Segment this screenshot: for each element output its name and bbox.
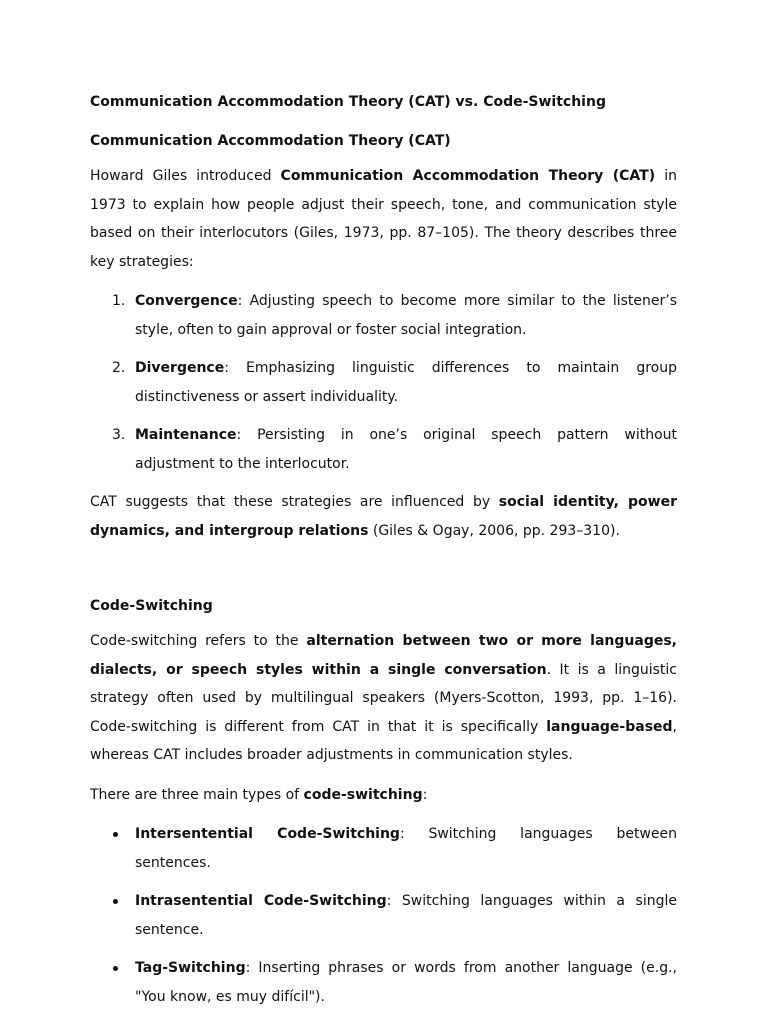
strategy-term: Convergence <box>135 293 238 309</box>
type-description: : Switching languages within a single sentence. <box>135 893 677 938</box>
list-number: 1. <box>112 293 126 309</box>
cs-definition-paragraph <box>90 627 677 770</box>
cs-types-intro-bold: code-switching <box>303 786 423 803</box>
type-description: : Switching languages between sentences. <box>135 826 677 871</box>
strategy-description: : Emphasizing linguistic differences to maintain group distinctiveness or assert individuality. <box>135 360 677 405</box>
list-number: 3. <box>112 427 126 443</box>
list-item <box>90 887 677 944</box>
document-page <box>90 91 677 1021</box>
bullet-icon <box>113 966 118 971</box>
cs-definition-bold: alternation between two or more languages, dialects, or speech styles within a single conversation <box>90 633 677 678</box>
cs-types-intro <box>90 781 677 810</box>
strategies-list <box>90 287 677 478</box>
cat-intro-text-end: in 1973 to explain how people adjust their speech, tone, and communication style based on their interlocutors (Giles, 1973, pp. 87–105). The theory describes three key strategies: <box>90 168 677 270</box>
cat-summary-bold: social identity, power dynamics, and intergroup relations <box>90 494 678 539</box>
cat-summary-text: CAT suggests that these strategies are influenced by <box>90 494 499 510</box>
cat-summary-text-end: (Giles & Ogay, 2006, pp. 293–310). <box>368 522 620 539</box>
cs-types-intro-end: : <box>422 786 428 803</box>
list-item <box>90 287 677 344</box>
list-number: 2. <box>112 360 126 376</box>
cat-intro-paragraph <box>90 162 677 276</box>
cs-definition-text: Code-switching refers to the <box>90 633 307 649</box>
cs-types-intro-text: There are three main types of <box>90 786 304 803</box>
cs-definition-text-end: , whereas CAT includes broader adjustments in communication styles. <box>90 718 677 763</box>
list-item <box>90 354 677 411</box>
bullet-icon <box>113 832 118 837</box>
type-description: : Inserting phrases or words from another language (e.g., "You know, es muy difícil"). <box>135 960 677 1005</box>
cat-intro-text: Howard Giles introduced <box>90 168 281 184</box>
strategy-term: Maintenance <box>135 427 237 443</box>
document-title: Communication Accommodation Theory (CAT) vs. Code-Switching <box>90 94 606 110</box>
bullet-icon <box>113 899 118 904</box>
cat-summary-paragraph <box>90 488 677 545</box>
type-term: Tag-Switching <box>135 960 246 976</box>
cs-definition-text-mid: . It is a linguistic strategy often used by multilingual speakers (Myers-Scotton, 1993, pp. 1–16). Code-switching is different from CAT in that it is specifically <box>90 661 677 735</box>
cat-intro-bold: Communication Accommodation Theory (CAT) <box>280 168 656 184</box>
cs-definition-bold-2: language-based <box>546 718 673 735</box>
type-term: Intersentential Code-Switching <box>135 826 400 842</box>
list-item <box>90 421 677 478</box>
type-term: Intrasentential Code-Switching <box>135 893 387 909</box>
list-item <box>90 954 677 1011</box>
list-item <box>90 820 677 877</box>
cat-section-heading: Communication Accommodation Theory (CAT) <box>90 133 451 149</box>
strategy-term: Divergence <box>135 360 225 376</box>
section-spacer <box>90 556 677 595</box>
strategy-description: : Persisting in one’s original speech pattern without adjustment to the interlocutor. <box>135 427 677 472</box>
code-switching-heading: Code-Switching <box>90 598 213 614</box>
strategy-description: : Adjusting speech to become more similar to the listener’s style, often to gain approval or foster social integration. <box>135 293 677 338</box>
code-switching-types-list <box>90 820 677 1011</box>
